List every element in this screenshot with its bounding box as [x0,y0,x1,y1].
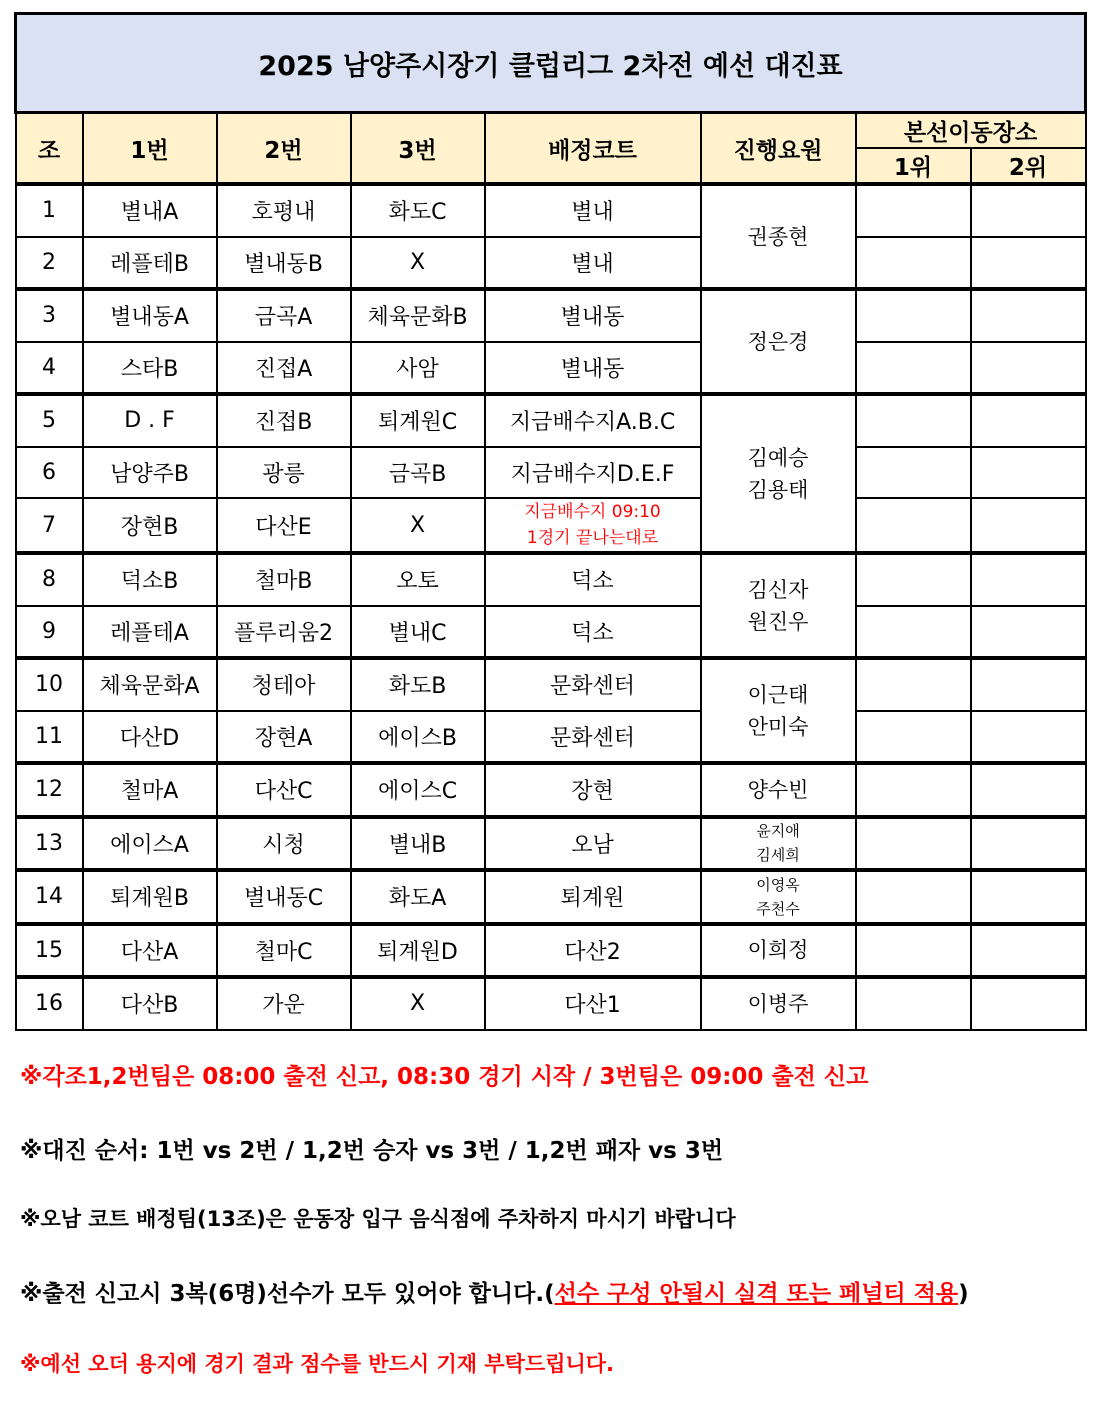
first-place-cell[interactable] [856,237,971,290]
team2-cell: 별내동C [217,870,351,924]
team3-cell: 화도A [351,870,485,924]
court-note-line2: 1경기 끝나는대로 [526,528,659,548]
court-cell: 오남 [485,817,701,871]
court-cell: 덕소 [485,606,701,659]
header-first-place: 1위 [856,148,971,184]
first-place-cell[interactable] [856,394,971,447]
team3-cell: X [351,498,485,553]
team2-cell: 시청 [217,817,351,871]
table-row [16,237,1086,290]
table-row [16,447,1086,499]
notice-checkin-time: ※각조1,2번팀은 08:00 출전 신고, 08:30 경기 시작 / 3번팀은 09:00 출전 신고 [20,1064,869,1090]
staff-name: 이병주 [747,991,809,1016]
team1-cell: 별내동A [83,289,217,342]
second-place-cell[interactable] [971,817,1086,871]
staff-cell [701,870,856,924]
notice-players [20,1275,1090,1308]
table-row [16,553,1086,606]
court-cell: 지금배수지A.B.C [485,394,701,447]
team2-cell: 진접B [217,394,351,447]
group-number: 4 [16,342,83,395]
staff-cell [701,924,856,978]
court-note-cell [485,498,701,553]
group-number: 2 [16,237,83,290]
staff-name: 김신자 [747,577,809,602]
first-place-cell[interactable] [856,658,971,711]
first-place-cell[interactable] [856,342,971,395]
team1-cell: 스타B [83,342,217,395]
court-cell: 문화센터 [485,658,701,711]
team1-cell: 장현B [83,498,217,553]
team1-cell: 다산B [83,977,217,1030]
court-cell: 별내동 [485,289,701,342]
team3-cell: 에이스B [351,711,485,764]
staff-name: 원진우 [747,609,809,634]
group-number: 6 [16,447,83,499]
staff-name: 윤지애 [756,822,800,841]
team2-cell: 진접A [217,342,351,395]
team1-cell: 체육문화A [83,658,217,711]
table-row [16,924,1086,978]
team3-cell: 사암 [351,342,485,395]
first-place-cell[interactable] [856,977,971,1030]
first-place-cell[interactable] [856,817,971,871]
team1-cell: 남양주B [83,447,217,499]
notice-score-sheet: ※예선 오더 용지에 경기 결과 점수를 반드시 기재 부탁드립니다. [20,1352,615,1376]
second-place-cell[interactable] [971,342,1086,395]
header-staff: 진행요원 [701,113,856,185]
team1-cell: D . F [83,394,217,447]
first-place-cell[interactable] [856,553,971,606]
header-team2: 2번 [217,113,351,185]
team2-cell: 장현A [217,711,351,764]
group-number: 3 [16,289,83,342]
first-place-cell[interactable] [856,870,971,924]
second-place-cell[interactable] [971,763,1086,817]
second-place-cell[interactable] [971,924,1086,978]
second-place-cell[interactable] [971,606,1086,659]
staff-name: 김용태 [747,477,809,502]
team1-cell: 별내A [83,184,217,237]
staff-name: 정은경 [747,329,809,354]
staff-name: 안미숙 [747,714,809,739]
staff-cell [701,658,856,763]
team2-cell: 금곡A [217,289,351,342]
table-row [16,711,1086,764]
court-cell: 장현 [485,763,701,817]
team3-cell: 화도C [351,184,485,237]
staff-cell [701,394,856,553]
first-place-cell[interactable] [856,498,971,553]
team2-cell: 플루리움2 [217,606,351,659]
staff-cell [701,817,856,871]
first-place-cell[interactable] [856,447,971,499]
team1-cell: 에이스A [83,817,217,871]
header-team3: 3번 [351,113,485,185]
first-place-cell[interactable] [856,606,971,659]
team1-cell: 철마A [83,763,217,817]
second-place-cell[interactable] [971,237,1086,290]
team1-cell: 다산A [83,924,217,978]
second-place-cell[interactable] [971,870,1086,924]
table-row [16,977,1086,1030]
court-cell: 덕소 [485,553,701,606]
team3-cell: 오토 [351,553,485,606]
staff-name: 주천수 [756,899,800,918]
team3-cell: 에이스C [351,763,485,817]
group-number: 9 [16,606,83,659]
court-cell: 별내 [485,184,701,237]
team3-cell: 별내B [351,817,485,871]
second-place-cell[interactable] [971,498,1086,553]
team1-cell: 다산D [83,711,217,764]
team3-cell: X [351,977,485,1030]
team3-cell: 별내C [351,606,485,659]
table-row [16,606,1086,659]
group-number: 16 [16,977,83,1030]
table-row [16,658,1086,711]
first-place-cell[interactable] [856,924,971,978]
notice-players-text: ※출전 신고시 3복(6명)선수가 모두 있어야 합니다.( [20,1281,555,1307]
second-place-cell[interactable] [971,658,1086,711]
group-number: 10 [16,658,83,711]
team1-cell: 퇴계원B [83,870,217,924]
team3-cell: 금곡B [351,447,485,499]
staff-cell [701,763,856,817]
team1-cell: 레플테B [83,237,217,290]
staff-cell [701,977,856,1030]
group-number: 1 [16,184,83,237]
court-cell: 퇴계원 [485,870,701,924]
first-place-cell[interactable] [856,711,971,764]
first-place-cell[interactable] [856,289,971,342]
header-second-place: 2위 [971,148,1086,184]
staff-name: 이근태 [747,682,809,707]
second-place-cell[interactable] [971,711,1086,764]
table-row [16,184,1086,237]
team3-cell: 퇴계원D [351,924,485,978]
staff-name: 양수빈 [747,777,809,802]
staff-cell [701,184,856,289]
court-cell: 별내동 [485,342,701,395]
table-row [16,289,1086,342]
group-number: 12 [16,763,83,817]
notice-players-end: ) [958,1281,969,1307]
table-row [16,394,1086,447]
second-place-cell[interactable] [971,977,1086,1030]
table-row [16,870,1086,924]
court-cell: 지금배수지D.E.F [485,447,701,499]
group-number: 15 [16,924,83,978]
team2-cell: 다산E [217,498,351,553]
staff-name: 권종현 [747,224,809,249]
first-place-cell[interactable] [856,763,971,817]
second-place-cell[interactable] [971,184,1086,237]
header-team1: 1번 [83,113,217,185]
staff-name: 이영옥 [756,875,800,894]
second-place-cell[interactable] [971,394,1086,447]
court-cell: 문화센터 [485,711,701,764]
second-place-cell[interactable] [971,553,1086,606]
header-group: 조 [16,113,83,185]
court-cell: 다산1 [485,977,701,1030]
first-place-cell[interactable] [856,184,971,237]
team2-cell: 다산C [217,763,351,817]
staff-name: 김세희 [756,846,800,865]
header-move-location: 본선이동장소 [856,113,1086,149]
group-number: 14 [16,870,83,924]
team2-cell: 별내동B [217,237,351,290]
team3-cell: 퇴계원C [351,394,485,447]
group-number: 5 [16,394,83,447]
team2-cell: 철마C [217,924,351,978]
team1-cell: 레플테A [83,606,217,659]
table-row [16,498,1086,553]
staff-name: 김예승 [747,445,809,470]
second-place-cell[interactable] [971,447,1086,499]
team2-cell: 호평내 [217,184,351,237]
bracket-table [14,12,1087,1031]
table-row [16,342,1086,395]
group-number: 13 [16,817,83,871]
staff-cell [701,289,856,394]
team2-cell: 철마B [217,553,351,606]
notice-match-order: ※대진 순서: 1번 vs 2번 / 1,2번 승자 vs 3번 / 1,2번 패자 vs 3번 [20,1138,724,1164]
staff-name: 이희정 [747,938,809,963]
court-note-line1: 지금배수지 09:10 [524,502,661,522]
notice-players-penalty: 선수 구성 안될시 실격 또는 페널티 적용 [554,1281,959,1307]
bracket-sheet [14,12,1084,1031]
team3-cell: 화도B [351,658,485,711]
notice-parking: ※오남 코트 배정팀(13조)은 운동장 입구 음식점에 주차하지 마시기 바랍니다 [20,1207,736,1231]
team3-cell: X [351,237,485,290]
staff-cell [701,553,856,658]
team2-cell: 청테아 [217,658,351,711]
header-court: 배정코트 [485,113,701,185]
group-number: 11 [16,711,83,764]
team1-cell: 덕소B [83,553,217,606]
group-number: 8 [16,553,83,606]
second-place-cell[interactable] [971,289,1086,342]
team2-cell: 가운 [217,977,351,1030]
page-title: 2025 남양주시장기 클럽리그 2차전 예선 대진표 [16,14,1086,113]
team2-cell: 광릉 [217,447,351,499]
court-cell: 다산2 [485,924,701,978]
group-number: 7 [16,498,83,553]
court-cell: 별내 [485,237,701,290]
table-row [16,817,1086,871]
team3-cell: 체육문화B [351,289,485,342]
table-row [16,763,1086,817]
